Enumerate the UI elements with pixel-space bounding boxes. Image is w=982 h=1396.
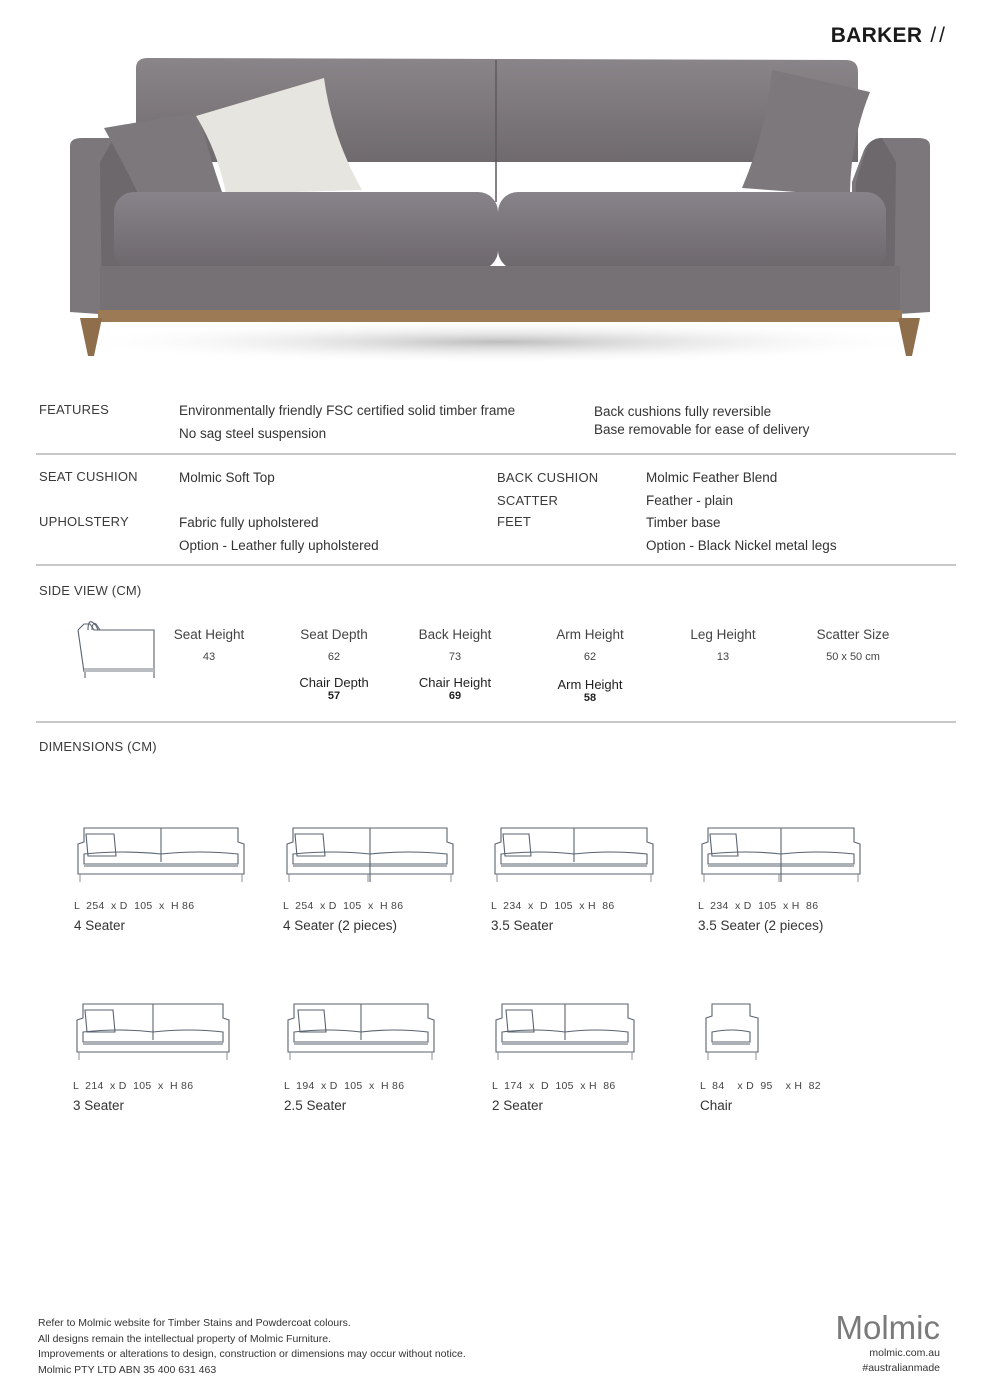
model-3-seater [73,1002,233,1113]
sofa-2-5-seater-drawing-icon [284,1002,438,1062]
back-cushion-label: BACK CUSHION [497,470,599,485]
model-chair [700,1002,821,1113]
model-dimensions: L 194 x D 105 x H 86 [284,1080,405,1092]
measure-arm-height [530,627,650,704]
feature-item: No sag steel suspension [179,426,327,441]
model-name: 3.5 Seater [491,918,554,933]
chair-measure-label: Chair Height [418,675,492,690]
sofa-3-seater-drawing-icon [73,1002,233,1062]
footer-line: Refer to Molmic website for Timber Stains and Powdercoat colours. [38,1317,351,1329]
model-dimensions: L 234 x D 105 x H 86 [698,900,819,912]
measure-label: Arm Height [556,627,624,642]
chair-drawing-icon [700,1002,764,1062]
feet-label: FEET [497,514,532,529]
sofa-4-seater-drawing-icon [74,826,248,884]
measure-label: Back Height [418,627,492,642]
seat-cushion-right [498,192,886,270]
timber-base [98,310,902,322]
model-name: Chair [700,1098,733,1113]
seat-cushion-value: Molmic Soft Top [179,470,275,485]
model-name: 2.5 Seater [284,1098,347,1113]
upholstery-option: Option - Leather fully upholstered [179,538,379,553]
measure-value: 50 x 50 cm [826,651,880,663]
features-label: FEATURES [39,402,109,417]
model-dimensions: L 234 x D 105 x H 86 [491,900,615,912]
seat-cushion-label: SEAT CUSHION [39,469,138,484]
measure-value: 62 [583,651,597,663]
measure-value: 73 [448,651,462,663]
footer-line: Improvements or alterations to design, construction or dimensions may occur without notice. [38,1348,466,1360]
sofa-2-seater-drawing-icon [492,1002,638,1062]
model-dimensions: L 254 x D 105 x H 86 [74,900,195,912]
chair-measure-value: 69 [448,690,462,702]
model-dimensions: L 214 x D 105 x H 86 [73,1080,194,1092]
scatter-value: Feather - plain [646,493,734,508]
sofa-base-rail [100,266,900,310]
measure-scatter-size [793,627,913,663]
side-view-label: SIDE VIEW (CM) [39,583,142,598]
model-2-5-seater [284,1002,438,1113]
model-4-seater [74,826,248,933]
back-cushion-value: Molmic Feather Blend [646,470,778,485]
brand-block [836,1310,941,1376]
dimensions-label: DIMENSIONS (CM) [39,739,157,754]
feet-option: Option - Black Nickel metal legs [646,538,837,553]
measure-value: 13 [716,651,730,663]
chair-measure-label: Arm Height [557,677,623,692]
sofa-3-5-seater-2-pieces-drawing-icon [698,826,864,884]
feature-item: Base removable for ease of delivery [594,422,810,437]
measure-leg-height [663,627,783,663]
seat-cushion-left [114,192,498,270]
chair-measure-label: Chair Depth [299,675,369,690]
title-slashes: // [930,24,948,47]
model-2-seater [492,1002,638,1113]
upholstery-label: UPHOLSTERY [39,514,129,529]
model-4-seater-2-pieces [283,826,457,933]
footer-line: All designs remain the intellectual property of Molmic Furniture. [38,1332,331,1345]
measure-label: Seat Depth [300,627,368,642]
scatter-label: SCATTER [497,493,559,508]
model-name: 3 Seater [73,1098,125,1113]
brand-hashtag: #australianmade [862,1362,940,1374]
model-name: 2 Seater [492,1098,544,1113]
model-3-5-seater-2-pieces [698,826,864,933]
feature-item: Back cushions fully reversible [594,404,772,419]
measure-back-height [395,627,515,702]
model-dimensions: L 84 x D 95 x H 82 [700,1080,821,1092]
brand-logo: Molmic [835,1309,940,1346]
measure-seat-height [149,627,269,663]
divider [36,564,956,566]
side-view-diagram-icon [76,620,160,680]
measure-seat-depth [274,627,394,702]
measure-value: 43 [202,651,216,663]
upholstery-value: Fabric fully upholstered [179,515,319,530]
measure-label: Leg Height [690,627,756,642]
model-name: 4 Seater (2 pieces) [283,918,398,933]
product-name: BARKER [830,24,923,47]
divider [36,453,956,455]
model-name: 3.5 Seater (2 pieces) [698,918,824,933]
sofa-hero-image [30,42,970,372]
measure-label: Scatter Size [816,627,890,642]
chair-measure-value: 58 [583,692,597,704]
model-3-5-seater [491,826,657,933]
measure-value: 62 [327,651,341,663]
footer-line: Molmic PTY LTD ABN 35 400 631 463 [38,1363,217,1376]
footer-notes [38,1316,466,1378]
divider [36,721,956,723]
model-dimensions: L 174 x D 105 x H 86 [492,1080,616,1092]
brand-website[interactable]: molmic.com.au [869,1347,940,1359]
chair-measure-value: 57 [327,690,341,702]
model-dimensions: L 254 x D 105 x H 86 [283,900,404,912]
feature-item: Environmentally friendly FSC certified solid timber frame [179,403,516,418]
sofa-3-5-seater-drawing-icon [491,826,657,884]
feet-value: Timber base [646,515,721,530]
floor-shadow [60,320,940,364]
sofa-4-seater-2-pieces-drawing-icon [283,826,457,884]
model-name: 4 Seater [74,918,126,933]
measure-label: Seat Height [173,627,245,642]
